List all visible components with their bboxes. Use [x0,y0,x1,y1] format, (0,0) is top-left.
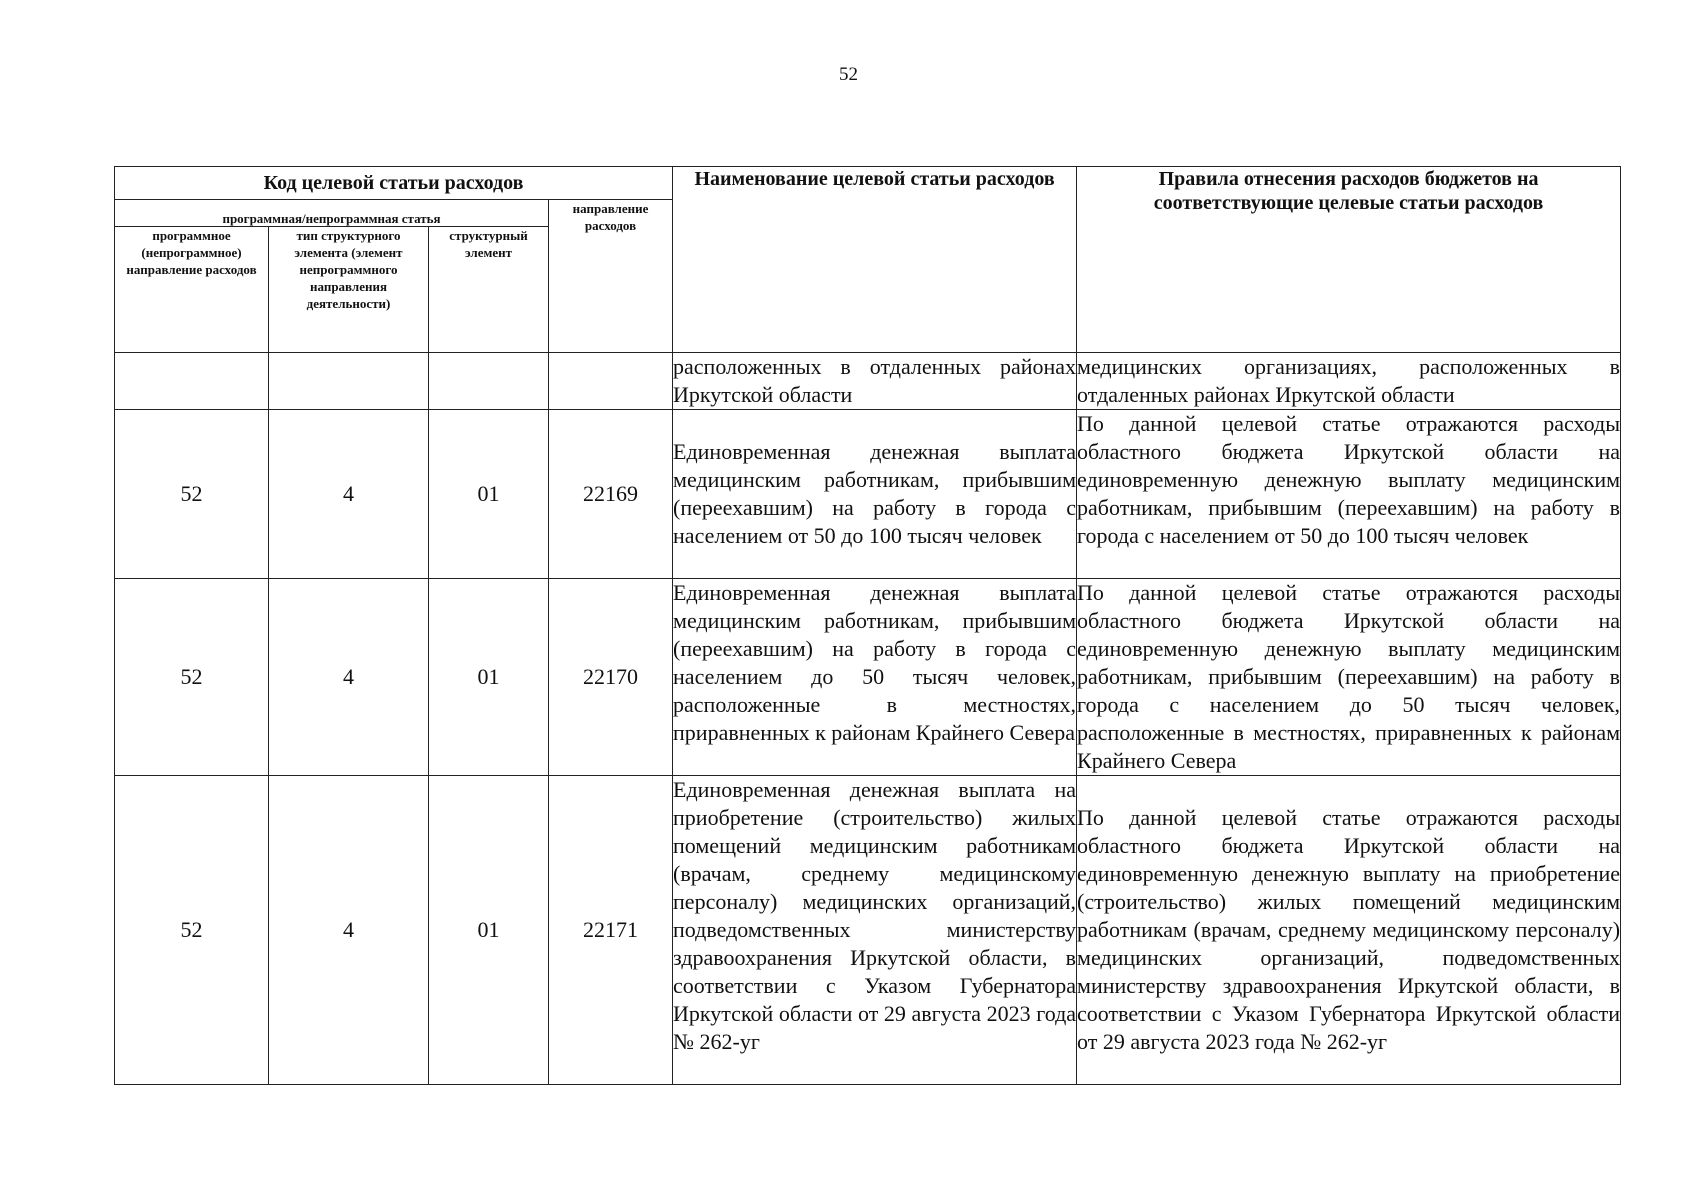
header-name-column: Наименование целевой статьи расходов [673,167,1077,353]
header-type-column: тип структурного элемента (элемент непрограммного направления деятельности) [269,227,429,353]
direction-code-cell: 22171 [549,776,673,1085]
item-rules-cell: По данной целевой статье отражаются расходы областного бюджета Иркутской области на единовременную денежную выплату медицинским работникам, прибывшим (переехавшим) на работу в города с населением до 50 тысяч человек, расположенные в местностях, приравненных к районам Крайнего Севера [1077,579,1621,776]
program-code-cell: 52 [115,579,269,776]
element-code-cell: 01 [429,776,549,1085]
item-name-cell: Единовременная денежная выплата на приобретение (строительство) жилых помещений медицинским работникам (врачам, среднему медицинскому персоналу) медицинских организаций, подведомственных министерству здравоохранения Иркутской области, в соответствии с Указом Губернатора Иркутской области от 29 августа 2023 года № 262-уг [673,776,1077,1085]
direction-code-cell: 22169 [549,410,673,579]
type-code-cell [269,353,429,410]
item-rules-cell: По данной целевой статье отражаются расходы областного бюджета Иркутской области на единовременную денежную выплату на приобретение (строительство) жилых помещений медицинским работникам (врачам, среднему медицинскому персоналу) медицинских организаций, подведомственных министерству здравоохранения Иркутской области, в соответствии с Указом Губернатора Иркутской области от 29 августа 2023 года № 262-уг [1077,776,1621,1085]
program-code-cell: 52 [115,410,269,579]
program-code-cell: 52 [115,776,269,1085]
type-code-cell: 4 [269,410,429,579]
table-row [115,410,1621,579]
item-name-cell: Единовременная денежная выплата медицинским работникам, прибывшим (переехавшим) на работу в города с населением от 50 до 100 тысяч человек [673,410,1077,579]
table-row [115,776,1621,1085]
target-items-table [114,166,1621,1085]
table-row [115,579,1621,776]
element-code-cell: 01 [429,579,549,776]
header-program-group: программная/непрограммная статья [115,200,549,227]
item-rules-cell: По данной целевой статье отражаются расходы областного бюджета Иркутской области на единовременную денежную выплату медицинским работникам, прибывшим (переехавшим) на работу в города с населением от 50 до 100 тысяч человек [1077,410,1621,579]
table-row [115,353,1621,410]
header-element-column: структурный элемент [429,227,549,353]
element-code-cell [429,353,549,410]
program-code-cell [115,353,269,410]
direction-code-cell [549,353,673,410]
item-name-cell: Единовременная денежная выплата медицинским работникам, прибывшим (переехавшим) на работу в города с населением до 50 тысяч человек, расположенные в местностях, приравненных к районам Крайнего Севера [673,579,1077,776]
type-code-cell: 4 [269,579,429,776]
header-code-title: Код целевой статьи расходов [115,167,673,200]
item-name-cell: расположенных в отдаленных районах Иркутской области [673,353,1077,410]
type-code-cell: 4 [269,776,429,1085]
header-direction-column: направление расходов [549,200,673,353]
page-number: 52 [839,64,858,85]
direction-code-cell: 22170 [549,579,673,776]
item-rules-cell: медицинских организациях, расположенных в отдаленных районах Иркутской области [1077,353,1621,410]
element-code-cell: 01 [429,410,549,579]
header-program-column: программное (непрограммное) направление расходов [115,227,269,353]
header-rules-column: Правила отнесения расходов бюджетов на соответствующие целевые статьи расходов [1077,167,1621,353]
